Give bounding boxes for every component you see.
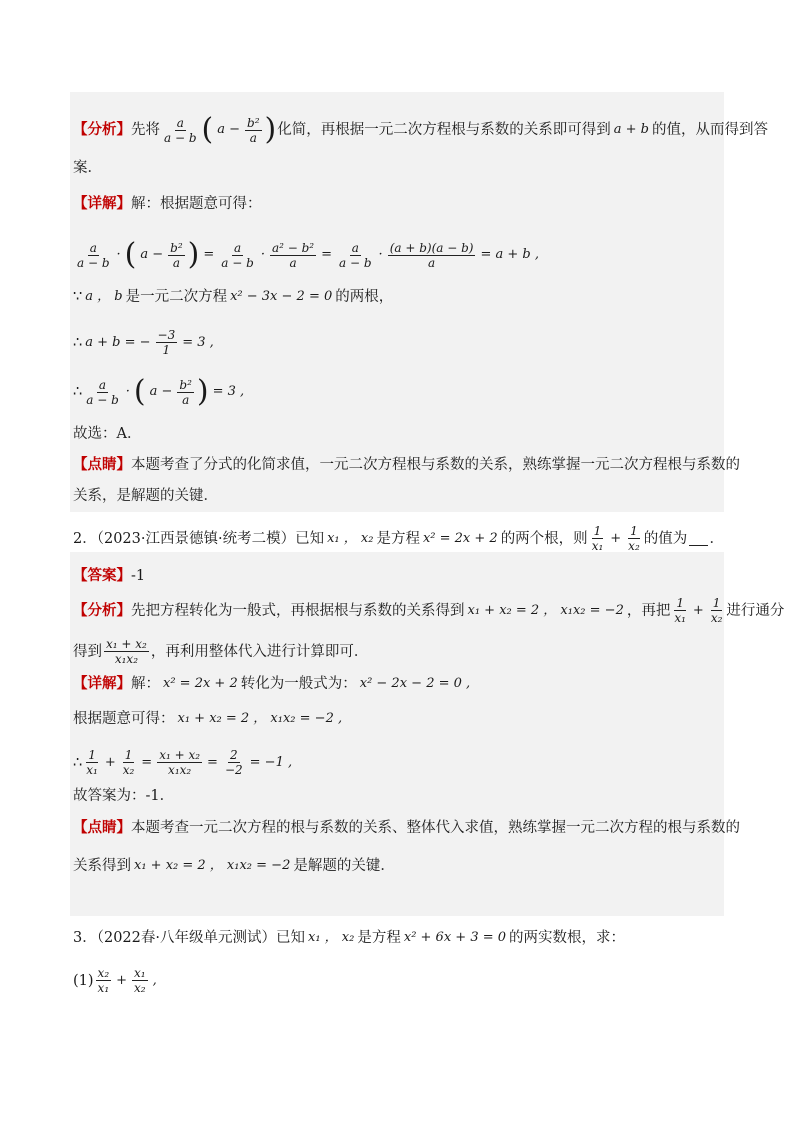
text: ，再把 bbox=[626, 602, 671, 619]
text: 根据题意可得： bbox=[73, 711, 175, 727]
q2-detail-line: 【详解】 解： x² = 2x + 2 转化为一般式为： x² − 2x − 2 = 0 , bbox=[73, 675, 471, 692]
text: 故选：A． bbox=[73, 426, 142, 442]
comment-tag: 【点睛】 bbox=[73, 819, 131, 836]
text: 关系得到 bbox=[73, 858, 131, 874]
text: 的值，从而得到答 bbox=[651, 122, 768, 138]
question-3-stem: 3．（2022春·八年级单元测试）已知 x₁ ， x₂ 是方程 x² + 6x + 3 = 0 的两实数根，求： bbox=[73, 930, 626, 946]
text: 故答案为：-1． bbox=[73, 788, 175, 804]
q2-comment-line-1 bbox=[73, 818, 740, 838]
comment-line-2 bbox=[73, 486, 724, 506]
comment-line-1 bbox=[73, 455, 740, 475]
fraction: $\frac{a}{a - b}$ bbox=[164, 115, 197, 145]
text: 案． bbox=[73, 160, 102, 176]
text: 化简，再根据一元二次方程根与系数的关系即可得到 bbox=[277, 122, 611, 138]
text: 解： bbox=[131, 676, 160, 692]
text: 是一元二次方程 bbox=[125, 289, 228, 305]
analysis-line-2 bbox=[73, 158, 724, 178]
comment-tag: 【点睛】 bbox=[73, 456, 131, 473]
result-line: ∴ $\frac{a}{a - b}$ · ( a − $\frac{\text{b²}}{a}$ ) = 3 , bbox=[73, 374, 245, 409]
question-2-stem: 2．（2023·江西景德镇·统考二模）已知 x₁ ， x₂ 是方程 x² = 2x + 2 的两个根，则 $\frac{1}{\text{x₁}}$ + $\frac{1}{\text{x₂}}$ 的值为 ． bbox=[73, 524, 724, 553]
q2-final-line bbox=[73, 786, 724, 806]
sum-line: ∴ a + b = − $\frac{-3}{1}$ = 3 , bbox=[73, 328, 214, 357]
analysis-line-1: 【分析】 先将 $\frac{a}{a - b}$ ( a − $\frac{\text{b²}}{a}$ ) 化简，再根据一元二次方程根与系数的关系即可得到 a + b 的值，从而得到答 bbox=[73, 112, 768, 147]
analysis-tag: 【分析】 bbox=[73, 121, 131, 138]
text: 先将 bbox=[131, 122, 160, 138]
text: 的值为 bbox=[643, 530, 688, 547]
text: ． bbox=[709, 530, 724, 547]
fraction: $\frac{\text{b²}}{a}$ bbox=[247, 115, 260, 145]
text: 本题考查一元二次方程的根与系数的关系、整体代入求值，熟练掌握一元二次方程的根与系数的 bbox=[131, 820, 740, 836]
because-symbol: ∵ bbox=[73, 289, 83, 305]
part-label: (1) bbox=[73, 972, 94, 989]
answer-blank bbox=[689, 531, 707, 546]
detail-tag: 【详解】 bbox=[73, 675, 131, 692]
text: 的两个根，则 bbox=[500, 530, 588, 547]
formula-line: $\frac{a}{a - b}$ · ( a − $\frac{\text{b²}}{a}$ ) = $\frac{a}{a - b}$ · $\frac{\text{a² − b²}}{a}$ = $\frac{a}{a - b}$ · $\frac{(a + b)(a - b)}{a}$ = a + b , bbox=[77, 237, 539, 272]
therefore-symbol: ∴ bbox=[73, 334, 83, 351]
choose-line bbox=[73, 424, 724, 444]
text: 是方程 bbox=[357, 930, 401, 946]
detail-tag: 【详解】 bbox=[73, 195, 131, 212]
roots-line: ∵ a ， b 是一元二次方程 x² − 3x − 2 = 0 的两根， bbox=[73, 289, 394, 305]
text: 转化为一般式为： bbox=[240, 676, 357, 692]
q2-vieta-line: 根据题意可得： x₁ + x₂ = 2 ， x₁x₂ = −2 , bbox=[73, 711, 343, 727]
text: 2．（2023·江西景德镇·统考二模）已知 bbox=[73, 530, 325, 547]
q2-analysis-line-1: 【分析】 先把方程转化为一般式，再根据根与系数的关系得到 x₁ + x₂ = 2 ， x₁x₂ = −2 ，再把 $\frac{1}{\text{x₁}}$ + $\frac{1}{\text{x₂}}$ 进行通分 bbox=[73, 596, 785, 625]
text: 是解题的关键． bbox=[293, 858, 395, 874]
text: 得到 bbox=[73, 643, 102, 660]
detail-line bbox=[73, 194, 724, 214]
therefore-symbol: ∴ bbox=[73, 754, 83, 771]
text: 3．（2022春·八年级单元测试）已知 bbox=[73, 930, 305, 946]
question-3-part-1: (1) $\frac{\text{x₂}}{\text{x₁}}$ + $\frac{\text{x₁}}{\text{x₂}}$ , bbox=[73, 966, 157, 995]
text: 先把方程转化为一般式，再根据根与系数的关系得到 bbox=[131, 602, 465, 619]
text: 关系，是解题的关键． bbox=[73, 488, 218, 504]
answer-tag: 【答案】 bbox=[73, 567, 131, 584]
q2-comment-line-2: 关系得到 x₁ + x₂ = 2 ， x₁x₂ = −2 是解题的关键． bbox=[73, 858, 395, 874]
text: 是方程 bbox=[376, 530, 420, 547]
text: 解：根据题意可得： bbox=[131, 196, 262, 212]
text: 的两根， bbox=[335, 289, 394, 305]
text: 本题考查了分式的化简求值，一元二次方程根与系数的关系，熟练掌握一元二次方程根与系数的 bbox=[131, 457, 740, 473]
text: ，再利用整体代入进行计算即可． bbox=[150, 643, 369, 660]
q2-analysis-line-2: 得到 $\frac{\text{x₁ + x₂}}{\text{x₁x₂}}$ ，再利用整体代入进行计算即可． bbox=[73, 637, 369, 666]
analysis-tag: 【分析】 bbox=[73, 601, 131, 619]
answer-line bbox=[73, 566, 724, 586]
answer-value: -1 bbox=[131, 568, 146, 584]
text: 的两实数根，求： bbox=[509, 930, 626, 946]
q2-result-line: ∴ $\frac{1}{\text{x₁}}$ + $\frac{1}{\text{x₂}}$ = $\frac{\text{x₁ + x₂}}{\text{x₁x₂}}$ = $\frac{2}{-2}$ = −1 , bbox=[73, 748, 293, 777]
text: 进行通分 bbox=[726, 602, 785, 619]
therefore-symbol: ∴ bbox=[73, 384, 83, 400]
